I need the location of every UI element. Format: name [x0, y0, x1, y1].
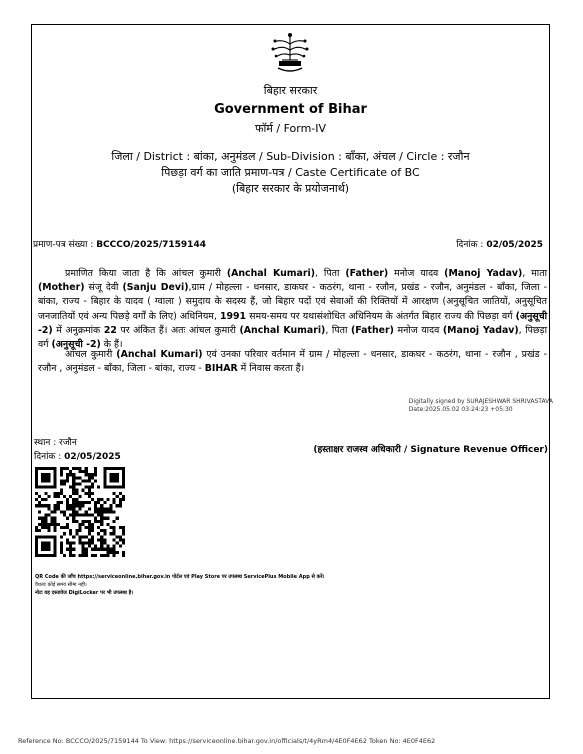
signature-signer: Digitally signed by SURAJESHWAR SHRIVASTAVA [408, 398, 553, 405]
digilocker-note: नोटः यह दस्तावेज DigiLocker पर भी उपलब्ध है। [35, 590, 134, 596]
officer-signature-label: (हस्ताक्षर राजस्व अधिकारी / Signature Revenue Officer) [313, 445, 548, 455]
certificate-body-para1: प्रमाणित किया जाता है कि आंचल कुमारी (Anchal Kumari), पिता (Father) मनोज यादव (Manoj Yadav), माता (Mother) संजू देवी (Sanju Devi),ग्राम / मोहल्ला - धनसार, डाकघर - कठरंग, थाना - रजौन, प्रखंड - रजौन, अनुमंडल - बाँका, जिला - बांका, राज्य - बिहार के यादव ( ग्वाला ) समुदाय के सदस्य हैं, जो बिहार पदों एवं सेवाओं की रिक्तियों में आरक्षण (अनुसूचित जातियों, अनुसूचित जनजातियों एवं अन्य पिछड़े वर्गों के लिए) अधिनियम, 1991 समय-समय पर यथासंशोधित अधिनियम के अंतर्गत बिहार राज्य की पिछड़ा वर्ग (अनुसूची -2) में अनुक्रमांक 22 पर अंकित हैं। अतः आंचल कुमारी (Anchal Kumari), पिता (Father) मनोज यादव (Manoj Yadav), पिछड़ा वर्ग (अनुसूची -2) के हैं। [38, 268, 547, 351]
certificate-purpose: (बिहार सरकार के प्रयोजनार्थ) [231, 182, 350, 195]
district-line: जिला / District : बांका, अनुमंडल / Sub-Division : बाँका, अंचल / Circle : रजौन [111, 150, 470, 163]
certificate-date: दिनांक : 02/05/2025 [456, 240, 543, 250]
qr-code-icon [35, 467, 125, 557]
issue-date: दिनांक : 02/05/2025 [34, 452, 121, 462]
bihar-emblem-icon [268, 30, 312, 76]
govt-hindi-title: बिहार सरकार [263, 84, 318, 97]
validity-note: वैधताः कोई समय सीमा नहीं। [35, 582, 87, 588]
digital-signature [409, 398, 553, 414]
reference-footer: Reference No: BCCCO/2025/7159144 To View: https://serviceonline.bihar.gov.in/officials/t/4yRm4/4E0F4E62 Token No: 4E0F4E62 [18, 737, 436, 745]
qr-note: QR Code की जाँच https://serviceonline.bihar.gov.in पोर्टल एवं Play Store पर उपलब्ध ServicePlus Mobile App से करें। [35, 574, 325, 580]
qr-instructions [35, 573, 324, 597]
form-number: फॉर्म / Form-IV [254, 122, 327, 135]
place: स्थान : रजौन [34, 438, 77, 448]
signature-date: Date:2025.05.02 03:24:23 +05:30 [408, 406, 513, 413]
certificate-number: प्रमाण-पत्र संख्या : BCCCO/2025/7159144 [33, 240, 206, 250]
certificate-title: पिछड़ा वर्ग का जाति प्रमाण-पत्र / Caste Certificate of BC [161, 166, 420, 179]
govt-english-title: Government of Bihar [214, 102, 367, 117]
certificate-body-para2: आंचल कुमारी (Anchal Kumari) एवं उनका परिवार वर्तमान में ग्राम / मोहल्ला - धनसार, डाकघर - कठरंग, थाना - रजौन , प्रखंड - रजौन , अनुमंडल - बाँका, जिला - बांका, राज्य - BIHAR में निवास करता हैं। [38, 349, 547, 375]
